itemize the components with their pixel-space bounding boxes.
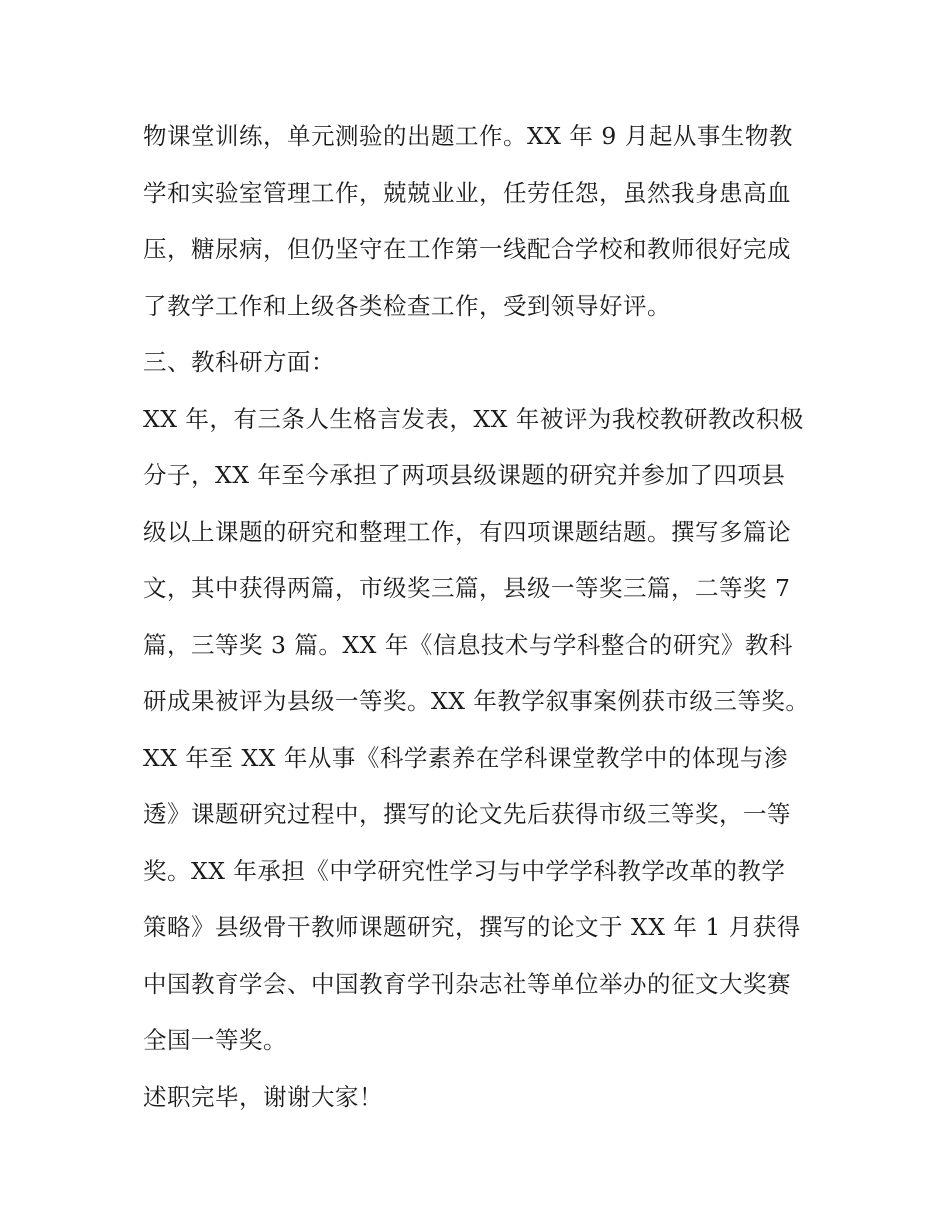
text-line-16: 中国教育学会、中国教育学刊杂志社等单位举办的征文大奖赛 [143,969,791,998]
text-line-2: 学和实验室管理工作，兢兢业业，任劳任怨，虽然我身患高血 [143,178,791,207]
text-line-17: 全国一等奖。 [143,1026,287,1054]
text-line-14: 奖。XX 年承担《中学研究性学习与中学学科教学改革的教学 [143,856,786,885]
text-line-13: 透》课题研究过程中，撰写的论文先后获得市级三等奖，一等 [143,800,791,828]
text-line-7: 分子，XX 年至今承担了两项县级课题的研究并参加了四项县 [143,461,786,489]
document-body [143,108,823,1125]
text-line-15: 策略》县级骨干教师课题研究，撰写的论文于 XX 年 1 月获得 [143,913,801,941]
text-line-8: 级以上课题的研究和整理工作，有四项课题结题。撰写多篇论 [143,517,791,546]
section-heading: 三、教科研方面： [143,348,335,376]
text-line-1: 物课堂训练，单元测验的出题工作。XX 年 9 月起从事生物教 [143,122,793,150]
text-line-6: XX 年，有三条人生格言发表，XX 年被评为我校教研教改积极 [143,404,804,433]
text-line-10: 篇，三等奖 3 篇。XX 年《信息技术与学科整合的研究》教科 [143,630,793,659]
text-line-9: 文，其中获得两篇，市级奖三篇，县级一等奖三篇，二等奖 7 [143,574,791,602]
text-line-12: XX 年至 XX 年从事《科学素养在学科课堂教学中的体现与渗 [143,743,788,772]
text-line-11: 研成果被评为县级一等奖。XX 年教学叙事案例获市级三等奖。 [143,687,810,715]
closing-line: 述职完毕，谢谢大家！ [143,1082,383,1111]
text-line-4: 了教学工作和上级各类检查工作，受到领导好评。 [143,291,671,320]
text-line-3: 压，糖尿病，但仍坚守在工作第一线配合学校和教师很好完成 [143,235,791,263]
